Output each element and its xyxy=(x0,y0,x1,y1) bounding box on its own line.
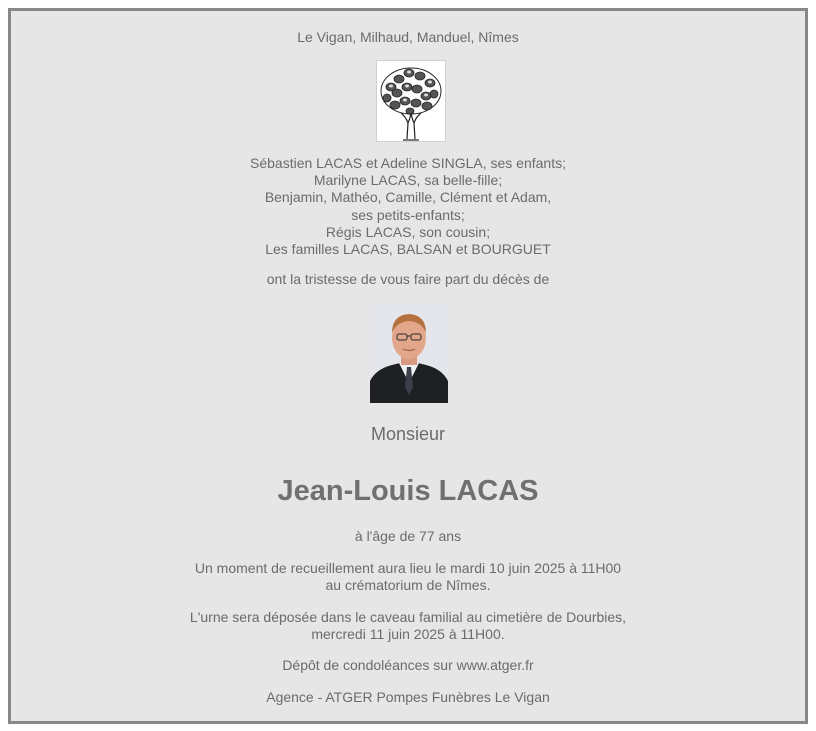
tree-icon xyxy=(376,60,446,142)
portrait-photo xyxy=(370,303,448,403)
urn-line: mercredi 11 juin 2025 à 11H00. xyxy=(311,626,505,642)
urn-details xyxy=(11,609,805,643)
announcement-intro: ont la tristesse de vous faire part du décès de xyxy=(266,271,550,287)
towns-line: Le Vigan, Milhaud, Manduel, Nîmes xyxy=(297,29,519,45)
family-line: Les familles LACAS, BALSAN et BOURGUET xyxy=(265,241,551,258)
family-line: Benjamin, Mathéo, Camille, Clément et Adam, xyxy=(264,189,552,206)
ceremony-details xyxy=(11,560,805,594)
agency-line: Agence - ATGER Pompes Funèbres Le Vigan xyxy=(266,689,550,705)
honorific: Monsieur xyxy=(370,424,446,444)
urn-line: L'urne sera déposée dans le caveau familial au cimetière de Dourbies, xyxy=(189,609,627,625)
deceased-name: Jean-Louis LACAS xyxy=(277,475,539,507)
family-line: Sébastien LACAS et Adeline SINGLA, ses enfants; xyxy=(250,155,566,171)
family-line: Marilyne LACAS, sa belle-fille; xyxy=(313,172,503,189)
family-line: Régis LACAS, son cousin; xyxy=(325,223,491,240)
family-line: ses petits-enfants; xyxy=(351,206,465,223)
ceremony-line: au crématorium de Nîmes. xyxy=(325,577,491,593)
family-list xyxy=(11,155,805,258)
age-line: à l'âge de 77 ans xyxy=(354,528,462,544)
obituary-notice xyxy=(8,8,808,724)
ceremony-line: Un moment de recueillement aura lieu le mardi 10 juin 2025 à 11H00 xyxy=(194,560,622,576)
condolences-line: Dépôt de condoléances sur www.atger.fr xyxy=(282,657,534,673)
